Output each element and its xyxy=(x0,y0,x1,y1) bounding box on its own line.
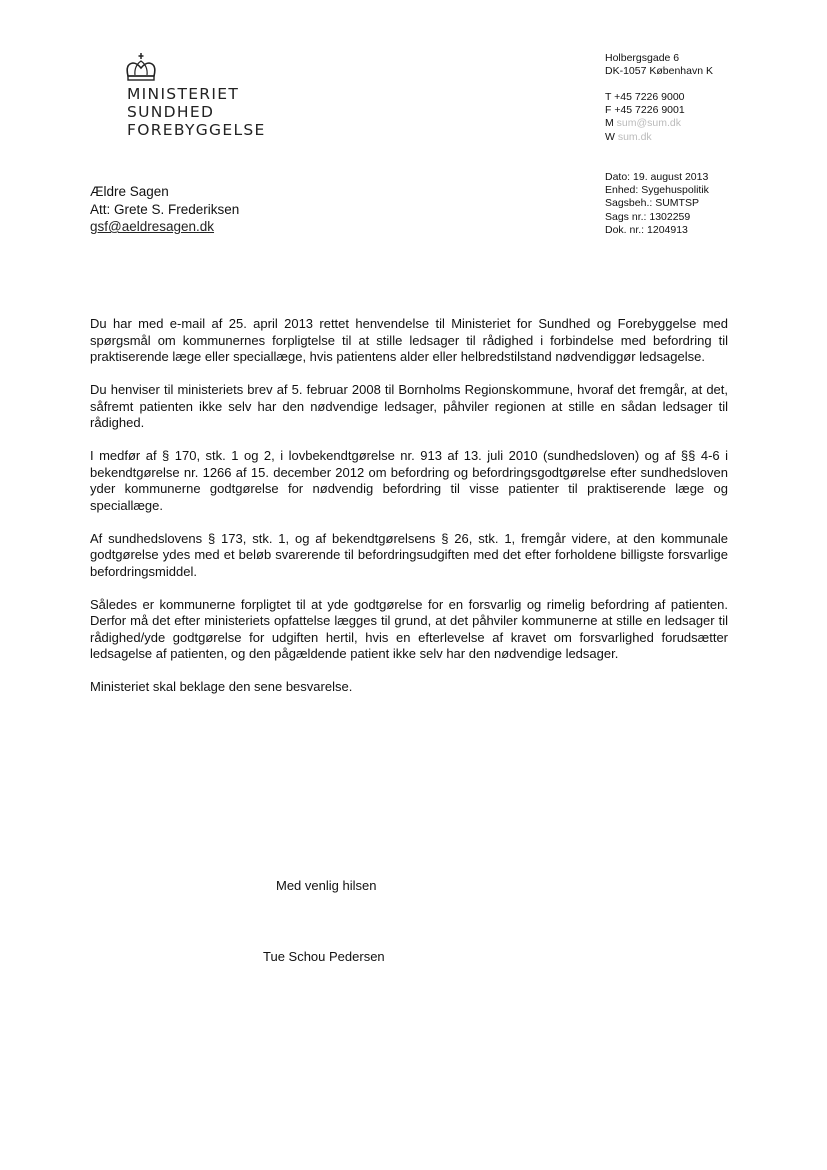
case-handler: Sagsbeh.: SUMTSP xyxy=(605,197,699,210)
web-label: W xyxy=(605,130,615,143)
logo-line: MINISTERIET xyxy=(127,85,240,103)
signer-name: Tue Schou Pedersen xyxy=(263,949,385,964)
letter-body xyxy=(90,316,728,712)
paragraph: Således er kommunerne forpligtet til at yde godtgørelse for en forsvarlig og rimelig befordring af patienten. Derfor må det efter ministeriets opfattelse lægges til grund, at det påhviler kommunerne at stille en ledsager til rådighed/yde godtgørelse for udgiften hertil, hvis en efterlevelse af kravet om forsvarlighed forudsætter ledsagelse af patienten, og den pågældende patient ikke selv har den nødvendige ledsager. xyxy=(90,596,728,661)
case-number: Sags nr.: 1302259 xyxy=(605,210,691,223)
recipient xyxy=(90,183,239,236)
logo-line: FOREBYGGELSE xyxy=(127,121,266,139)
web: sum.dk xyxy=(617,130,652,143)
paragraph: Ministeriet skal beklage den sene besvarelse. xyxy=(90,679,353,694)
sender-address xyxy=(605,52,713,78)
paragraph: Du henviser til ministeriets brev af 5. februar 2008 til Bornholms Regionskommune, hvoraf det fremgår, at det, såfremt patienten ikke selv har den nødvendige ledsager, påhviler regionen at stille en sådan ledsager til rådighed. xyxy=(90,382,728,430)
paragraph: Du har med e-mail af 25. april 2013 rettet henvendelse til Ministeriet for Sundhed og Forebyggelse med spørgsmål om kommunernes forpligtelse til at stille ledsager til rådighed i forbindelse med befordring til praktiserende læge eller speciallæge, hvis patientens alder eller helbredstilstand nødvendiggør ledsagelse. xyxy=(90,316,728,364)
city: DK-1057 København K xyxy=(605,65,713,78)
logo-line: SUNDHED xyxy=(127,103,215,121)
phone: T +45 7226 9000 xyxy=(605,91,685,103)
unit: Enhed: Sygehuspolitik xyxy=(605,184,709,197)
mail: sum@sum.dk xyxy=(616,117,682,130)
document-number: Dok. nr.: 1204913 xyxy=(605,223,688,236)
letter-meta xyxy=(605,171,709,237)
recipient-name: Ældre Sagen xyxy=(90,184,169,199)
recipient-att: Att: Grete S. Frederiksen xyxy=(90,201,240,217)
paragraph: I medfør af § 170, stk. 1 og 2, i lovbekendtgørelse nr. 913 af 13. juli 2010 (sundhedsloven) og af §§ 4-6 i bekendtgørelse nr. 1266 af 15. december 2012 om befordring og befordringsgodtgørelse efter sundhedsloven yder kommunerne godtgørelse for nødvendig befordring til visse patienter til praktiserende læge og speciallæge. xyxy=(90,448,728,513)
recipient-email-link[interactable]: gsf@aeldresagen.dk xyxy=(90,219,215,234)
fax: F +45 7226 9001 xyxy=(605,104,685,117)
closing: Med venlig hilsen xyxy=(276,878,377,893)
sender-contact xyxy=(605,91,685,144)
date: Dato: 19. august 2013 xyxy=(605,171,709,183)
paragraph: Af sundhedslovens § 173, stk. 1, og af bekendtgørelsens § 26, stk. 1, fremgår videre, at den kommunale godtgørelse ydes med et beløb svarerende til befordringsudgiften med det efter forholdene billigste forsvarlige befordringsmiddel. xyxy=(90,530,728,579)
mail-label: M xyxy=(605,117,614,130)
street: Holbergsgade 6 xyxy=(605,52,680,64)
crown-icon xyxy=(124,52,158,82)
